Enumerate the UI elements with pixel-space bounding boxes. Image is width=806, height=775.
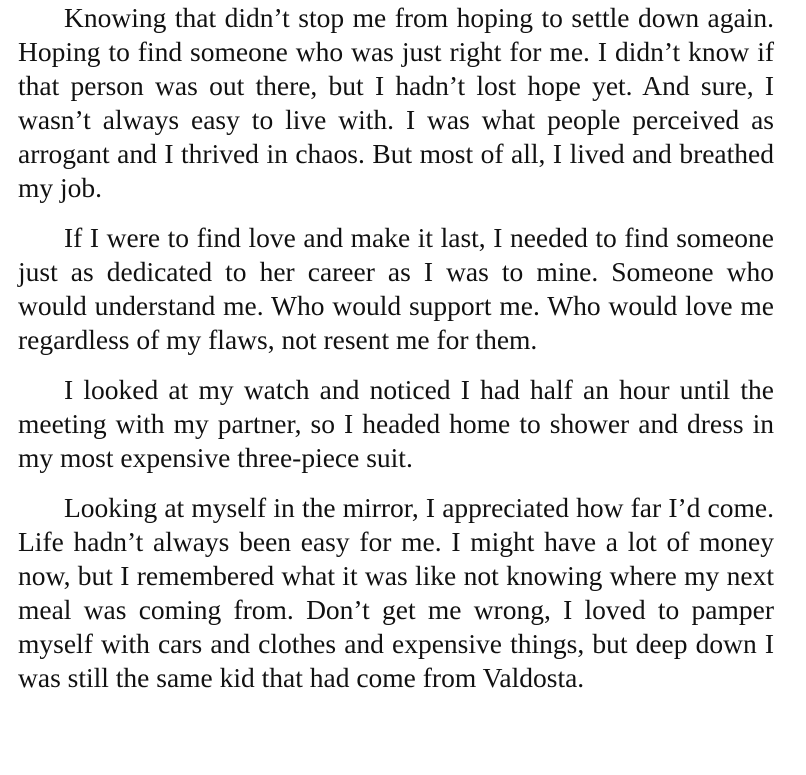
document-page	[18, 0, 774, 695]
paragraph: Knowing that didn’t stop me from hoping to settle down again. Hoping to find someone who was just right for me. I didn’t know if that person was out there, but I hadn’t lost hope yet. And sure, I wasn’t always easy to live with. I was what people perceived as arrogant and I thrived in chaos. But most of all, I lived and breathed my job.	[18, 2, 774, 203]
paragraph: Looking at myself in the mirror, I appreciated how far I’d come. Life hadn’t always been easy for me. I might have a lot of money now, but I remembered what it was like not knowing where my next meal was coming from. Don’t get me wrong, I loved to pamper myself with cars and clothes and expensive things, but deep down I was still the same kid that had come from Valdosta.	[18, 492, 774, 693]
paragraph: I looked at my watch and noticed I had half an hour until the meeting with my partner, so I headed home to shower and dress in my most expensive three-piece suit.	[18, 374, 774, 473]
paragraph: If I were to find love and make it last, I needed to find someone just as dedicated to her career as I was to mine. Someone who would understand me. Who would support me. Who would love me regardless of my flaws, not resent me for them.	[18, 222, 774, 355]
